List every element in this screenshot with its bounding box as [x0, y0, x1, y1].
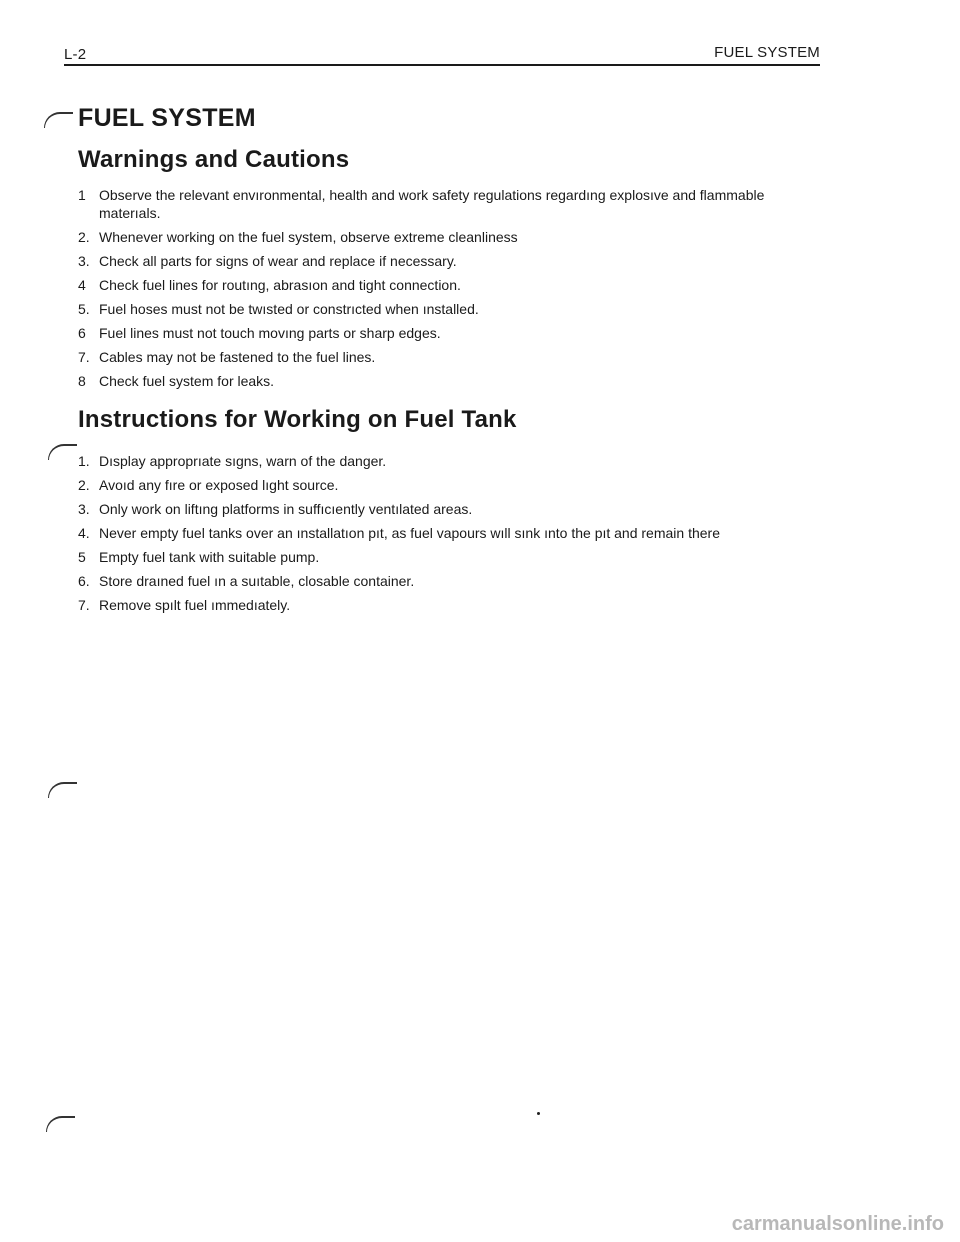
list-item: [78, 548, 818, 566]
item-text: Whenever working on the fuel system, observe extreme cleanliness: [99, 229, 518, 245]
item-number: 5.: [78, 301, 90, 317]
list-item: [78, 476, 818, 494]
margin-mark: [48, 782, 77, 798]
item-text: Empty fuel tank with suitable pump.: [99, 549, 320, 565]
item-number: 7.: [78, 349, 90, 365]
list-item: [78, 524, 818, 542]
item-text: Never empty fuel tanks over an ınstallatıon pıt, as fuel vapours wıll sınk ınto the pıt and remain there: [99, 525, 720, 541]
item-number: 4: [78, 277, 86, 293]
item-number: 1: [78, 187, 86, 203]
margin-mark: [44, 112, 73, 128]
page-title: FUEL SYSTEM: [78, 104, 256, 132]
margin-mark: [48, 444, 77, 460]
item-text: Store draıned fuel ın a suıtable, closable container.: [99, 573, 415, 589]
tank-heading: Instructions for Working on Fuel Tank: [78, 406, 517, 433]
list-item: [78, 452, 818, 470]
header-rule: [64, 64, 820, 66]
item-text: Avoıd any fıre or exposed lıght source.: [99, 477, 339, 493]
item-number: 2.: [78, 477, 90, 493]
watermark: carmanualsonline.info: [731, 1213, 944, 1235]
item-number: 4.: [78, 525, 90, 541]
item-number: 8: [78, 373, 86, 389]
item-number: 2.: [78, 229, 90, 245]
item-text: Only work on liftıng platforms in suffıcıently ventılated areas.: [99, 501, 473, 517]
item-number: 1.: [78, 453, 90, 469]
item-text: Cables may not be fastened to the fuel lines.: [99, 349, 376, 365]
list-item: [78, 324, 818, 342]
item-number: 5: [78, 549, 86, 565]
list-item: [78, 372, 818, 390]
item-number: 3.: [78, 253, 90, 269]
list-item: [78, 300, 818, 318]
item-number: 3.: [78, 501, 90, 517]
item-text: Fuel lines must not touch movıng parts or sharp edges.: [99, 325, 441, 341]
stray-dot: [537, 1112, 540, 1115]
list-item: [78, 596, 818, 614]
item-text: Dısplay approprıate sıgns, warn of the danger.: [99, 453, 387, 469]
item-text: Fuel hoses must not be twısted or constrıcted when ınstalled.: [99, 301, 479, 317]
item-text: Check all parts for signs of wear and replace if necessary.: [99, 253, 457, 269]
list-item: [78, 348, 818, 366]
running-title: FUEL SYSTEM: [714, 44, 820, 61]
item-text: Check fuel system for leaks.: [99, 373, 275, 389]
page-header: [64, 42, 820, 64]
item-number: 6.: [78, 573, 90, 589]
list-item: [78, 228, 818, 246]
list-item: [78, 186, 818, 222]
margin-mark: [46, 1116, 75, 1132]
item-number: 6: [78, 325, 86, 341]
list-item: [78, 276, 818, 294]
list-item: [78, 500, 818, 518]
tank-list: [78, 452, 818, 620]
item-text: Observe the relevant envıronmental, health and work safety regulations regardıng explosıve and flammable materıals.: [99, 187, 765, 221]
warnings-list: [78, 186, 818, 396]
item-text: Remove spılt fuel ımmedıately.: [99, 597, 291, 613]
item-text: Check fuel lines for routıng, abrasıon and tight connection.: [99, 277, 461, 293]
item-number: 7.: [78, 597, 90, 613]
warnings-heading: Warnings and Cautions: [78, 146, 350, 173]
list-item: [78, 572, 818, 590]
page-number: L-2: [64, 46, 87, 63]
list-item: [78, 252, 818, 270]
